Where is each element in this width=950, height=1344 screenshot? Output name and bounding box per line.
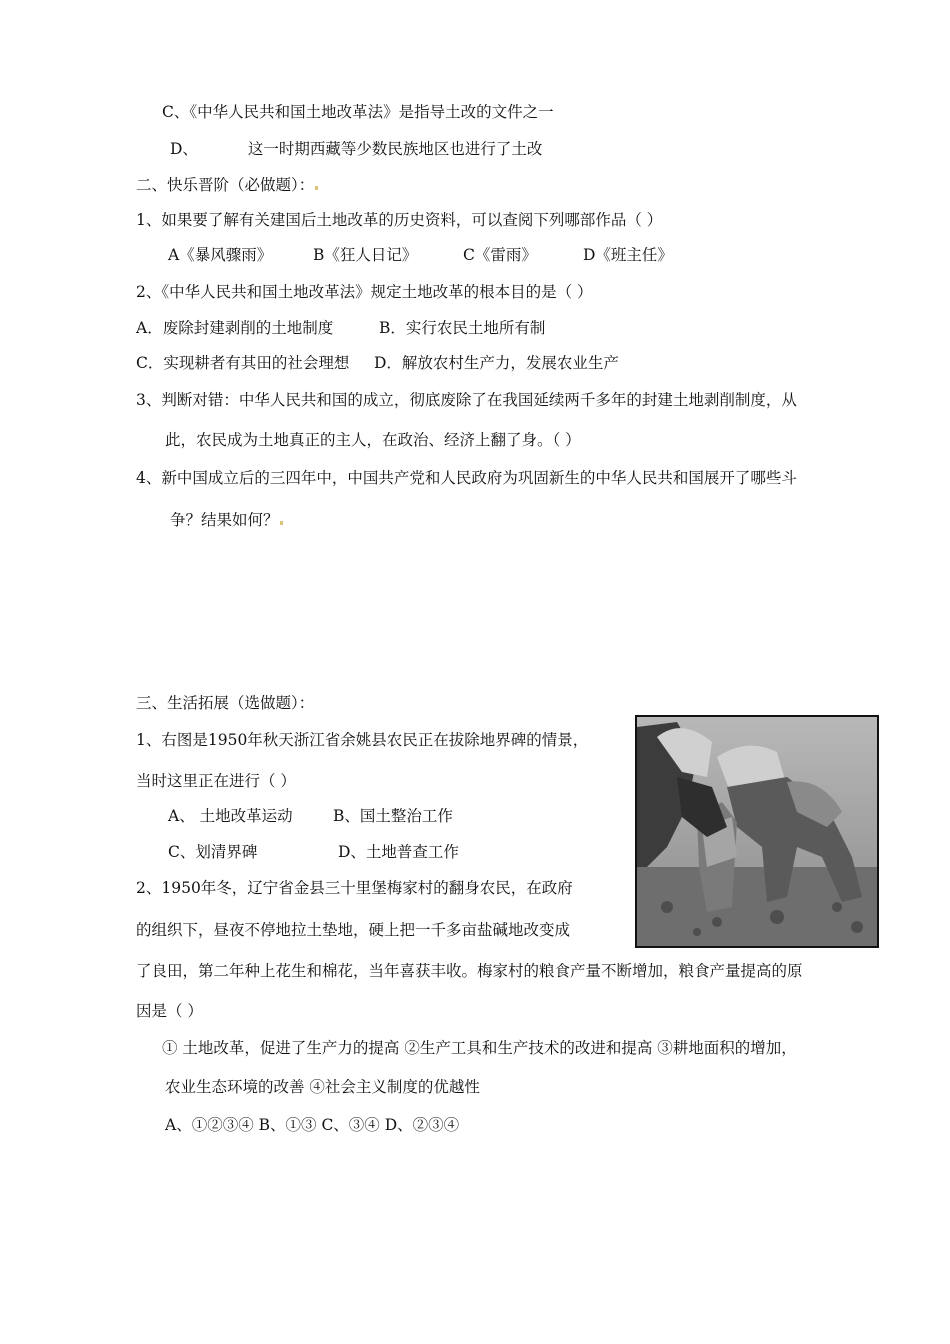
option-c: C、《中华人民共和国土地改革法》是指导土改的文件之一: [162, 103, 554, 121]
q4-line2-text: 争？结果如何？: [170, 511, 279, 529]
q1-option-a: A《暴风骤雨》: [168, 246, 273, 264]
s3-q1-option-a: A、 土地改革运动: [168, 807, 293, 825]
q2-option-d: D．解放农村生产力，发展农业生产: [374, 354, 619, 372]
q3-line1: 3、判断对错：中华人民共和国的成立，彻底废除了在我国延续两千多年的封建土地剥削制度，从: [136, 391, 797, 409]
q4-line1: 4、新中国成立后的三四年中，中国共产党和人民政府为巩固新生的中华人民共和国展开了哪些斗: [136, 469, 797, 487]
s3-q1-line2: 当时这里正在进行（ ）: [136, 772, 296, 790]
section2-heading: [136, 175, 319, 195]
q4-line2: [170, 510, 284, 530]
farmers-removing-boundary-stone-photo: [635, 715, 879, 948]
section2-heading-text: 二、快乐晋阶（必做题）：: [136, 176, 315, 194]
q1-stem: 1、如果要了解有关建国后土地改革的历史资料，可以查阅下列哪部作品（ ）: [136, 211, 663, 229]
q1-option-c: C《雷雨》: [463, 246, 537, 264]
s3-q2-line3: 了良田，第二年种上花生和棉花，当年喜获丰收。梅家村的粮食产量不断增加，粮食产量提高的原: [136, 962, 803, 980]
s3-q2-line2: 的组织下，昼夜不停地拉土垫地，硬上把一千多亩盐碱地改变成: [136, 921, 571, 939]
q2-stem: 2、《中华人民共和国土地改革法》规定土地改革的根本目的是（ ）: [136, 283, 593, 301]
q2-option-a: A．废除封建剥削的土地制度: [136, 319, 334, 337]
s3-q2-answers: A、①②③④ B、①③ C、③④ D、②③④: [165, 1116, 460, 1134]
s3-q1-option-b: B、国土整治工作: [333, 807, 453, 825]
section3-heading: 三、生活拓展（选做题）：: [136, 694, 315, 712]
s3-q2-items2: 农业生态环境的改善 ④社会主义制度的优越性: [165, 1078, 480, 1096]
q2-option-c: C．实现耕者有其田的社会理想: [136, 354, 350, 372]
marker-dot: [315, 186, 318, 190]
q2-options-ab: [136, 318, 545, 338]
q1-option-d: D《班主任》: [583, 246, 673, 264]
s3-q1-options-ab: [168, 806, 453, 826]
s3-q2-line1: 2、1950年冬，辽宁省金县三十里堡梅家村的翻身农民，在政府: [136, 879, 573, 897]
s3-q1-options-cd: [168, 842, 459, 862]
s3-q1-option-c: C、划清界碑: [168, 843, 258, 861]
s3-q2-line4: 因是（ ）: [136, 1002, 203, 1020]
option-d-text: 这一时期西藏等少数民族地区也进行了土改: [247, 140, 543, 158]
q1-options: [168, 245, 673, 265]
s3-q2-items1: ① 土地改革，促进了生产力的提高 ②生产工具和生产技术的改进和提高 ③耕地面积的增加，: [162, 1039, 797, 1057]
s3-q1-option-d: D、土地普查工作: [338, 843, 459, 861]
q1-option-b: B《狂人日记》: [313, 246, 418, 264]
s3-q1-line1: 1、右图是1950年秋天浙江省余姚县农民正在拔除地界碑的情景，: [136, 731, 589, 749]
option-d-label: D、: [170, 140, 198, 158]
option-d: [170, 139, 542, 159]
q2-options-cd: [136, 353, 619, 373]
photo-illustration: [637, 717, 877, 946]
marker-dot: [280, 521, 283, 525]
q2-option-b: B．实行农民土地所有制: [379, 319, 546, 337]
q3-line2: 此，农民成为土地真正的主人，在政治、经济上翻了身。（ ）: [165, 431, 581, 449]
